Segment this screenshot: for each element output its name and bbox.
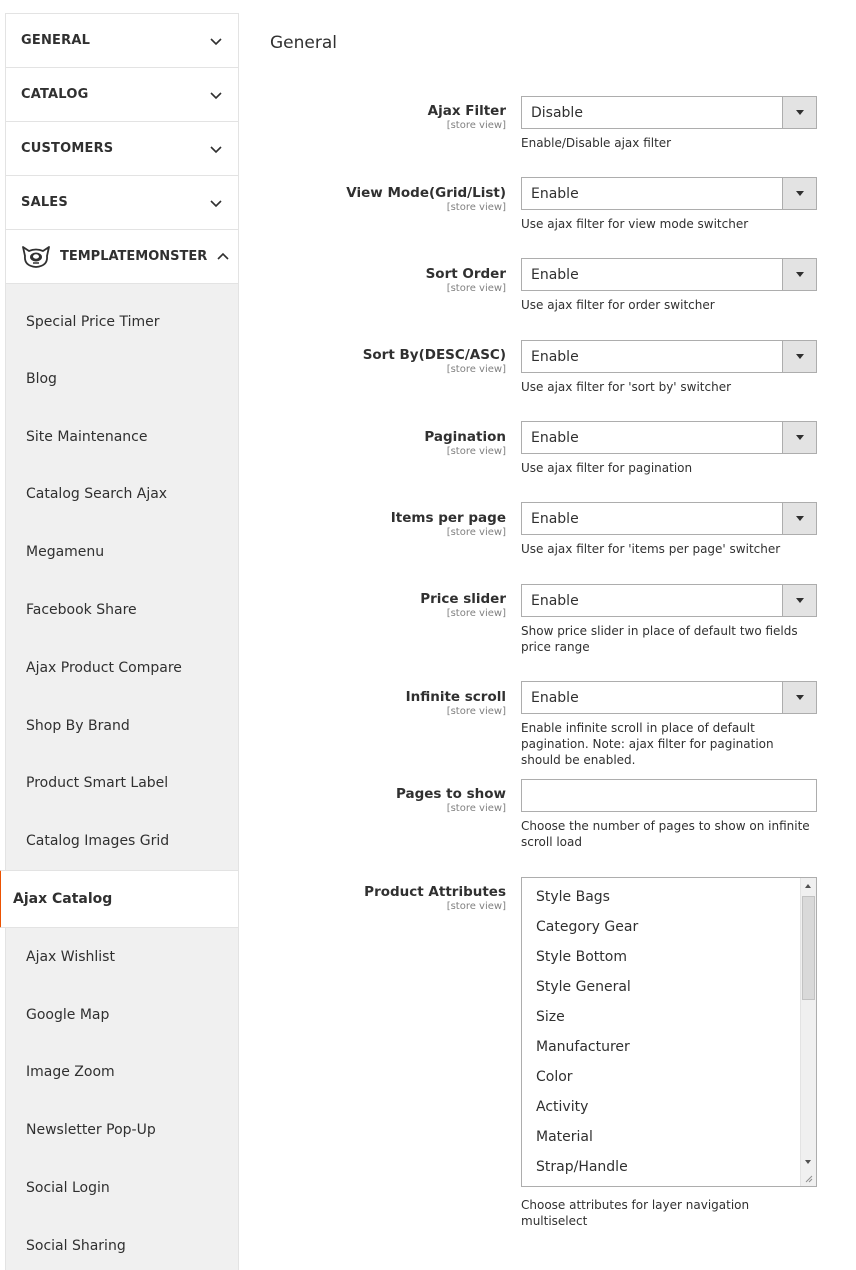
field-note: Enable infinite scroll in place of default pagination. Note: ajax filter for pagination should be enabled. [521,721,774,767]
section-general[interactable] [5,13,239,67]
dropdown-arrow-icon[interactable] [782,422,816,453]
multiselect-option[interactable]: Style Bottom [536,949,627,965]
section-label: CUSTOMERS [21,141,114,156]
section-customers[interactable] [5,121,239,175]
scope-label: [store view] [446,364,506,375]
config-main [270,0,856,1270]
chevron-down-icon [208,195,224,211]
scrollbar-thumb[interactable] [802,896,815,1000]
multiselect-option[interactable]: Style Bags [536,889,610,905]
sidebar-item-newsletter-popup[interactable]: Newsletter Pop-Up [26,1122,156,1139]
sort-order-select[interactable] [521,258,817,291]
dropdown-arrow-icon[interactable] [782,682,816,713]
multiselect-option[interactable]: Activity [536,1099,589,1115]
scope-label: [store view] [446,283,506,294]
dropdown-arrow-icon[interactable] [782,585,816,616]
scope-label: [store view] [446,706,506,717]
scroll-down-icon[interactable] [805,1160,811,1164]
sidebar-item-ajax-catalog[interactable]: Ajax Catalog [0,870,238,928]
select-value: Enable [531,689,579,706]
scope-label: [store view] [446,446,506,457]
select-value: Enable [531,429,579,446]
section-label: CATALOG [21,87,89,102]
scroll-up-icon[interactable] [805,884,811,888]
select-value: Enable [531,510,579,527]
page-title: General [270,33,337,53]
field-label: Infinite scroll [405,689,506,705]
sidebar-item-catalog-images-grid[interactable]: Catalog Images Grid [26,833,170,850]
field-label: Items per page [390,510,506,526]
sidebar-item-social-sharing[interactable]: Social Sharing [26,1237,126,1254]
multiselect-option[interactable]: Size [536,1009,565,1025]
select-value: Enable [531,348,579,365]
sidebar-item-site-maintenance[interactable]: Site Maintenance [26,428,148,445]
field-label: Ajax Filter [427,103,506,119]
sidebar-item-google-map[interactable]: Google Map [26,1006,110,1023]
section-sales[interactable] [5,175,239,229]
field-label: Sort Order [425,266,506,282]
chevron-down-icon [208,33,224,49]
price-slider-select[interactable] [521,584,817,617]
field-note: Enable/Disable ajax filter [521,136,672,150]
scope-label: [store view] [446,901,506,912]
chevron-up-icon [215,249,231,265]
multiselect-scrollbar[interactable] [800,878,816,1186]
multiselect-option[interactable]: Category Gear [536,919,639,935]
field-note: Show price slider in place of default two fields price range [521,624,798,654]
dropdown-arrow-icon[interactable] [782,178,816,209]
sidebar-item-product-smart-label[interactable]: Product Smart Label [26,775,169,792]
field-note: Use ajax filter for order switcher [521,298,715,312]
sidebar-item-blog[interactable]: Blog [26,370,57,387]
select-value: Disable [531,104,583,121]
section-templatemonster[interactable] [5,229,239,284]
multiselect-option[interactable]: Strap/Handle [536,1159,628,1175]
templatemonster-submenu [5,284,239,1270]
items-per-page-select[interactable] [521,502,817,535]
field-label: Pages to show [395,786,506,802]
scope-label: [store view] [446,803,506,814]
ajax-filter-select[interactable] [521,96,817,129]
section-label: TEMPLATEMONSTER [60,249,208,264]
dropdown-arrow-icon[interactable] [782,341,816,372]
product-attributes-multiselect[interactable] [521,877,817,1187]
field-label: View Mode(Grid/List) [346,185,506,201]
section-label: GENERAL [21,33,91,48]
sidebar-item-facebook-share[interactable]: Facebook Share [26,602,137,619]
field-note: Choose the number of pages to show on infinite scroll load [521,819,810,849]
field-note: Use ajax filter for pagination [521,461,693,475]
sidebar-item-shop-by-brand[interactable]: Shop By Brand [26,717,130,734]
sidebar-item-social-login[interactable]: Social Login [26,1180,110,1197]
dropdown-arrow-icon[interactable] [782,97,816,128]
select-value: Enable [531,266,579,283]
multiselect-option[interactable]: Color [536,1069,573,1085]
scope-label: [store view] [446,120,506,131]
field-label: Price slider [420,591,506,607]
field-label: Pagination [424,429,506,445]
field-note: Use ajax filter for 'items per page' switcher [521,542,781,556]
chevron-down-icon [208,87,224,103]
section-catalog[interactable] [5,67,239,121]
section-label: SALES [21,195,68,210]
config-sidebar [5,13,239,1270]
pagination-select[interactable] [521,421,817,454]
dropdown-arrow-icon[interactable] [782,259,816,290]
scope-label: [store view] [446,202,506,213]
chevron-down-icon [208,141,224,157]
sidebar-item-catalog-search-ajax[interactable]: Catalog Search Ajax [26,486,168,503]
select-value: Enable [531,185,579,202]
sidebar-item-image-zoom[interactable]: Image Zoom [26,1064,115,1081]
multiselect-option[interactable]: Material [536,1129,593,1145]
sidebar-item-ajax-wishlist[interactable]: Ajax Wishlist [26,948,115,965]
field-label: Sort By(DESC/ASC) [362,347,506,363]
select-value: Enable [531,592,579,609]
sidebar-item-ajax-product-compare[interactable]: Ajax Product Compare [26,659,182,676]
multiselect-option[interactable]: Manufacturer [536,1039,630,1055]
scope-label: [store view] [446,527,506,538]
infinite-scroll-select[interactable] [521,681,817,714]
resize-grip-icon[interactable] [805,1175,813,1183]
field-note: Use ajax filter for view mode switcher [521,217,749,231]
field-note: Use ajax filter for 'sort by' switcher [521,380,732,394]
sidebar-item-special-price-timer[interactable]: Special Price Timer [26,314,160,330]
multiselect-option[interactable]: Style General [536,979,631,995]
sort-by-select[interactable] [521,340,817,373]
scope-label: [store view] [446,608,506,619]
field-label: Product Attributes [364,884,506,900]
view-mode-select[interactable] [521,177,817,210]
sidebar-item-megamenu[interactable]: Megamenu [26,544,105,561]
pages-to-show-input[interactable] [521,779,817,812]
dropdown-arrow-icon[interactable] [782,503,816,534]
templatemonster-logo-icon [20,244,52,270]
field-note: Choose attributes for layer navigation multiselect [521,1198,750,1228]
